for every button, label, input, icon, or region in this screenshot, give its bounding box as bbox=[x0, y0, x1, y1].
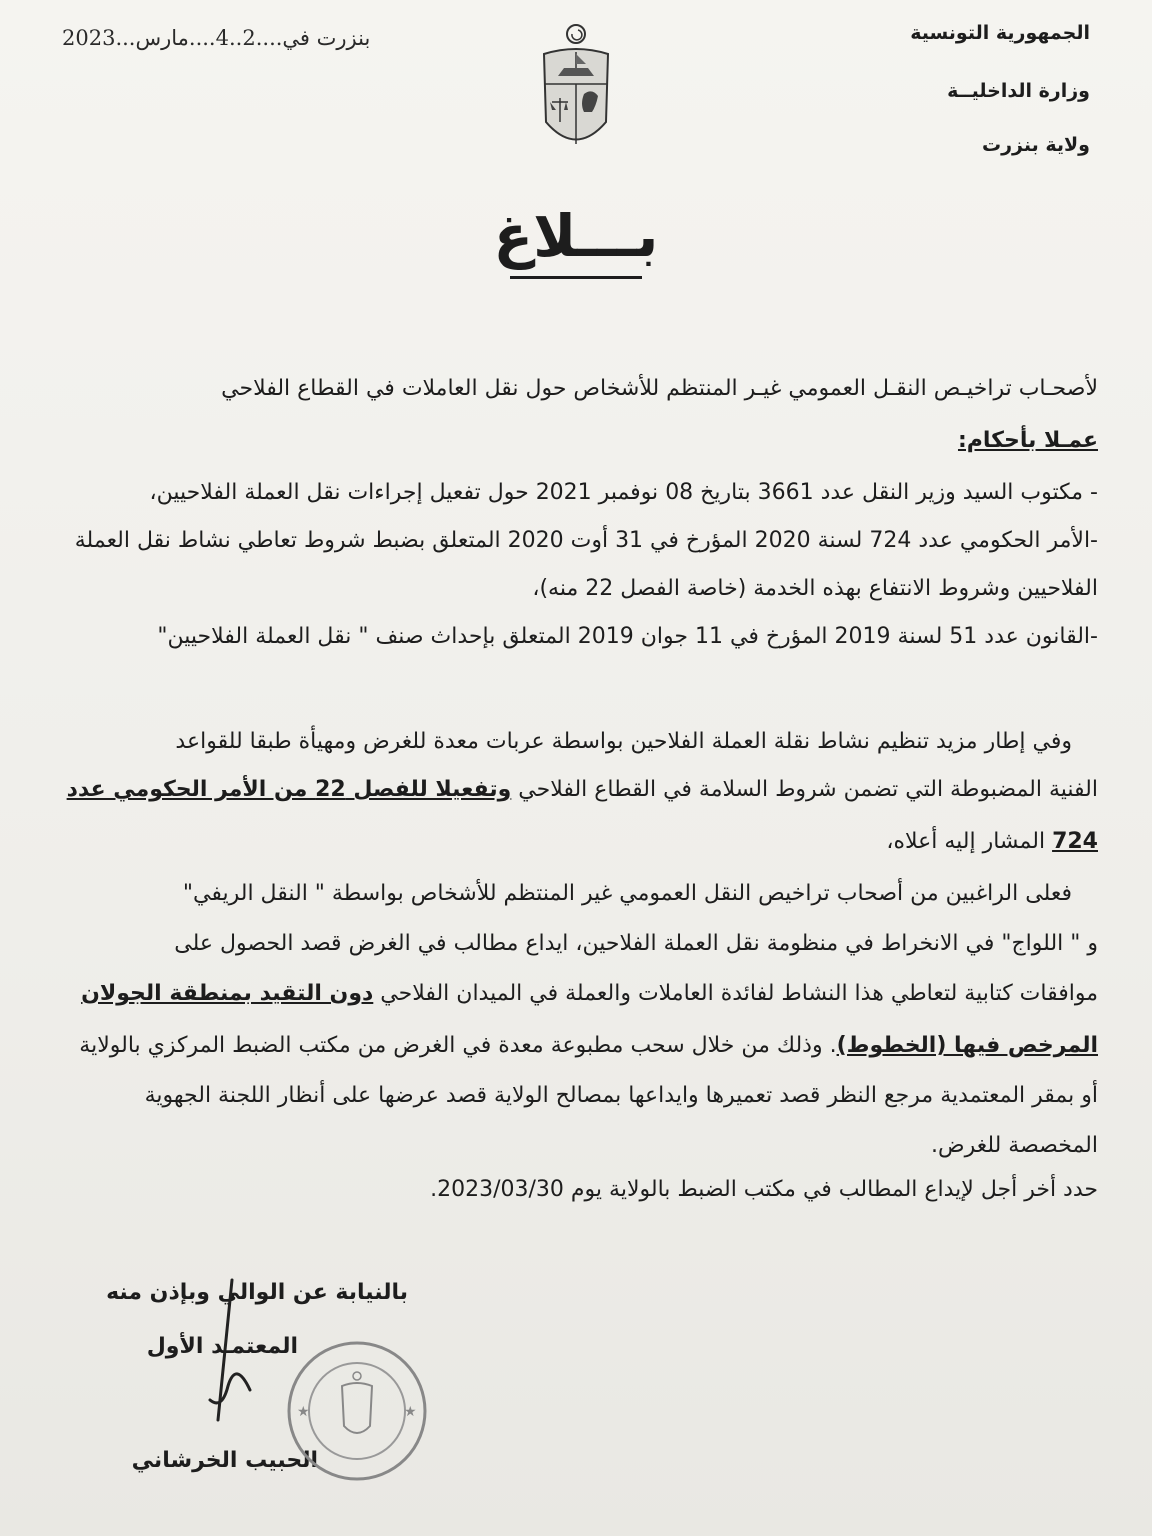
reference-item-2a: -الأمر الحكومي عدد 724 لسنة 2020 المؤرخ في 31 أوت 2020 المتعلق بضبط شروط تعاطي نشاط نقل العملة bbox=[74, 528, 1098, 553]
paragraph3-line4 bbox=[48, 1031, 1098, 1061]
header-country: الجمهورية التونسية bbox=[910, 22, 1090, 44]
references-heading-text: عمـلا بأحكام: bbox=[957, 428, 1098, 453]
reference-item-2b: الفلاحيين وشروط الانتفاع بهذه الخدمة (خاصة الفصل 22 منه)، bbox=[532, 576, 1098, 601]
header-ministry: وزارة الداخليــة bbox=[947, 80, 1090, 102]
reference-item-3: -القانون عدد 51 لسنة 2019 المؤرخ في 11 جوان 2019 المتعلق بإحداث صنف " نقل العملة الفلاحيين" bbox=[157, 624, 1098, 649]
paragraph3-line6: المخصصة للغرض. bbox=[930, 1133, 1098, 1158]
paragraph2-line3 bbox=[48, 827, 1098, 857]
deadline-line: حدد أخر أجل لإيداع المطالب في مكتب الضبط بالولاية يوم 2023/03/30. bbox=[430, 1177, 1098, 1202]
header-governorate: ولاية بنزرت bbox=[982, 134, 1090, 156]
subject-line: لأصحـاب تراخيـص النقـل العمومي غيـر المنتظم للأشخاص حول نقل العاملات في القطاع الفلاحي bbox=[221, 376, 1098, 401]
official-stamp-icon bbox=[282, 1336, 432, 1486]
paragraph3-line3-emphasis: دون التقيد بمنطقة الجولان bbox=[81, 981, 374, 1006]
signatory-name: الحبيب الخرشاني bbox=[131, 1448, 318, 1473]
paragraph3-line3 bbox=[48, 979, 1098, 1009]
date-line: بنزرت في....2..4....مارس...2023 bbox=[62, 26, 371, 50]
title-underline bbox=[510, 276, 642, 279]
paragraph3-line1: فعلى الراغبين من أصحاب تراخيص النقل العمومي غير المنتظم للأشخاص بواسطة " النقل الريفي" bbox=[182, 881, 1072, 906]
svg-text:★: ★ bbox=[297, 1404, 310, 1420]
paragraph3-line4-text: . وذلك من خلال سحب مطبوعة معدة في الغرض من مكتب الضبط المركزي بالولاية bbox=[79, 1033, 837, 1058]
paragraph3-line5: أو بمقر المعتمدية مرجع النظر قصد تعميرها وايداعها بمصالح الولاية قصد عرضها على أنظار اللجنة الجهوية bbox=[144, 1083, 1098, 1108]
signature-title: المعتمـد الأول bbox=[146, 1334, 298, 1359]
paragraph2-line2 bbox=[48, 775, 1098, 805]
svg-text:★: ★ bbox=[404, 1404, 417, 1420]
paragraph2-line3-text: المشار إليه أعلاه، bbox=[886, 829, 1053, 854]
reference-item-1: - مكتوب السيد وزير النقل عدد 3661 بتاريخ 08 نوفمبر 2021 حول تفعيل إجراءات نقل العملة الفلاحيين، bbox=[149, 480, 1098, 505]
references-heading bbox=[48, 426, 1098, 456]
paragraph3-line4-emphasis: المرخص فيها (الخطوط) bbox=[836, 1033, 1098, 1058]
paragraph3-line3-text: موافقات كتابية لتعاطي هذا النشاط لفائدة العاملات والعملة في الميدان الفلاحي bbox=[373, 981, 1098, 1006]
signature-delegation: بالنيابة عن الوالي وبإذن منه bbox=[106, 1280, 408, 1305]
decree-number: 724 bbox=[1052, 829, 1098, 854]
document-title: بـــلاغ bbox=[493, 202, 659, 270]
paragraph2-line2-emphasis: وتفعيلا للفصل 22 من الأمر الحكومي عدد bbox=[66, 777, 512, 802]
paragraph3-line2: و " اللواج" في الانخراط في منظومة نقل العملة الفلاحين، ايداع مطالب في الغرض قصد الحصول على bbox=[174, 931, 1098, 956]
paragraph2-line1: وفي إطار مزيد تنظيم نشاط نقلة العملة الفلاحين بواسطة عربات معدة للغرض ومهيأة طبقا للقواعد bbox=[175, 729, 1072, 754]
paragraph2-line2-text: الفنية المضبوطة التي تضمن شروط السلامة في القطاع الفلاحي bbox=[511, 777, 1098, 802]
tunisia-coat-of-arms-icon bbox=[526, 22, 626, 162]
